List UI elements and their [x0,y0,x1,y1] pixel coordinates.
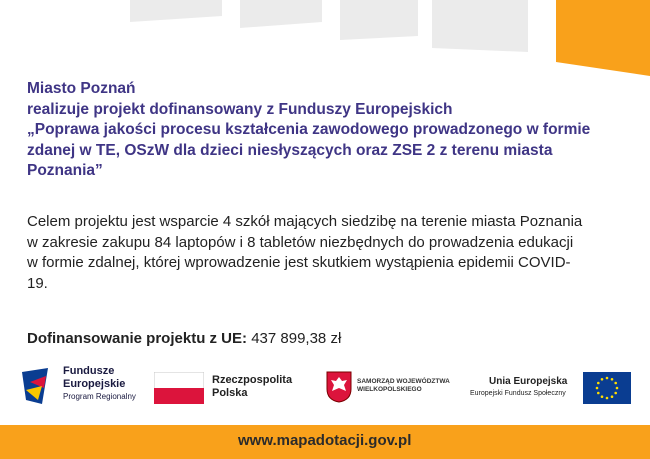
description-line: 19. [27,274,48,292]
title-line: Poznania” [27,162,103,179]
funding-value: 437 899,38 zł [251,330,342,347]
project-description [27,212,627,294]
eu-flag-icon [583,372,631,404]
rp-line1: Rzeczpospolita [212,374,293,386]
logo-bar [0,360,650,420]
grey-tile [340,0,418,40]
ue-line2: Europejski Fundusz Społeczny [470,390,566,397]
description-line: w zakresie zakupu 84 laptopów i 8 tabletów niezbędnych do prowadzenia edukacji [27,233,574,251]
funding-label: Dofinansowanie projektu z UE: [27,330,248,347]
title-line: Miasto Poznań [27,80,136,97]
title-line: „Poprawa jakości procesu kształcenia zawodowego prowadzonego w formie [27,121,591,138]
fe-line2: Europejskie [63,378,126,390]
footer-url[interactable]: www.mapadotacji.gov.pl [238,432,412,449]
fe-line3: Program Regionalny [63,392,136,401]
rp-line2: Polska [212,387,248,399]
description-line: w formie zdalnej, której wprowadzenie jest skutkiem wystąpienia epidemii COVID- [27,254,571,271]
title-line: realizuje projekt dofinansowany z Funduszy Europejskich [27,100,453,118]
title-line: zdanej w TE, OSzW dla dzieci niesłyszących oraz ZSE 2 z terenu miasta [27,141,553,159]
top-decoration [0,0,650,80]
funding-amount [27,330,341,347]
orange-tile [556,0,650,76]
coat-of-arms-icon [326,371,352,403]
grey-tile [130,0,222,22]
fe-line1: Fundusze [63,365,115,377]
samorzad-line2: WIELKOPOLSKIEGO [357,386,422,393]
project-title [27,79,627,182]
ue-line1: Unia Europejska [489,376,568,387]
footer-bar [0,425,650,459]
samorzad-line1: SAMORZĄD WOJEWÓDZTWA [357,378,450,385]
description-line: Celem projektu jest wsparcie 4 szkół mających siedzibę na terenie miasta Poznania [27,213,583,230]
fundusze-europejskie-icon [20,366,60,406]
grey-tile [240,0,322,28]
polish-flag-icon [154,372,204,404]
grey-tile [432,0,528,52]
